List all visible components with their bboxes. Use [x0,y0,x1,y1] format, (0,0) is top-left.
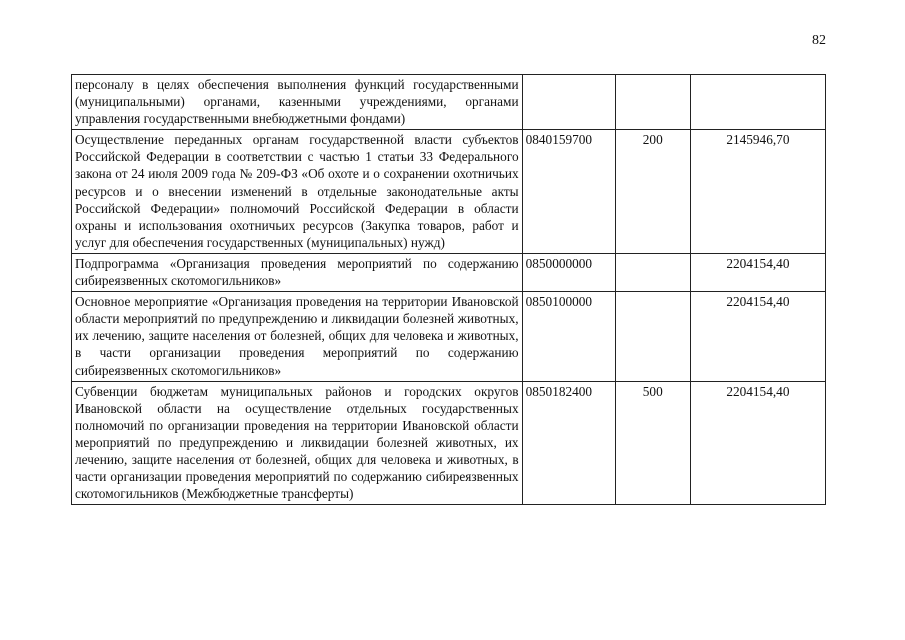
row-name-cell: Подпрограмма «Организация проведения мероприятий по содержанию сибиреязвенных скотомогильников» [72,253,523,291]
table-row [72,130,826,254]
row-sum-cell: 2204154,40 [690,292,825,381]
row-type-cell [615,253,690,291]
row-code-cell: 0850182400 [522,381,615,505]
row-name-cell: Основное мероприятие «Организация проведения на территории Ивановской области мероприятий по предупреждению и ликвидации болезней животных, их лечению, защите населения от болезней, общих для человека и животных, в части организации проведения мероприятий по содержанию сибиреязвенных скотомогильников» [72,292,523,381]
table-row [72,292,826,381]
table-row [72,253,826,291]
row-sum-cell: 2204154,40 [690,253,825,291]
row-sum-cell: 2145946,70 [690,130,825,254]
row-type-cell: 500 [615,381,690,505]
row-sum-cell: 2204154,40 [690,381,825,505]
row-type-cell [615,75,690,130]
page-number: 82 [812,33,826,48]
row-code-cell: 0850100000 [522,292,615,381]
row-type-cell [615,292,690,381]
row-sum-cell [690,75,825,130]
row-code-cell [522,75,615,130]
row-code-cell: 0840159700 [522,130,615,254]
table-row [72,381,826,505]
row-name-cell: персоналу в целях обеспечения выполнения функций государственными (муниципальными) органами, казенными учреждениями, органами управления государственными внебюджетными фондами) [72,75,523,130]
row-code-cell: 0850000000 [522,253,615,291]
row-type-cell: 200 [615,130,690,254]
table-row [72,75,826,130]
row-name-cell: Осуществление переданных органам государственной власти субъектов Российской Федерации в соответствии с частью 1 статьи 33 Федерального закона от 24 июля 2009 года № 209-ФЗ «Об охоте и о сохранении охотничьих ресурсов и о внесении изменений в отдельные законодательные акты Российской Федерации» полномочий Российской Федерации в области охраны и использования охотничьих ресурсов (Закупка товаров, работ и услуг для обеспечения государственных (муниципальных) нужд) [72,130,523,254]
row-name-cell: Субвенции бюджетам муниципальных районов и городских округов Ивановской области на осуществление отдельных государственных полномочий по организации проведения на территории Ивановской области мероприятий по предупреждению и ликвидации болезней животных, их лечению, защите населения от болезней, общих для человека и животных, в части организации проведения мероприятий по содержанию сибиреязвенных скотомогильников (Межбюджетные трансферты) [72,381,523,505]
budget-table [71,74,826,505]
